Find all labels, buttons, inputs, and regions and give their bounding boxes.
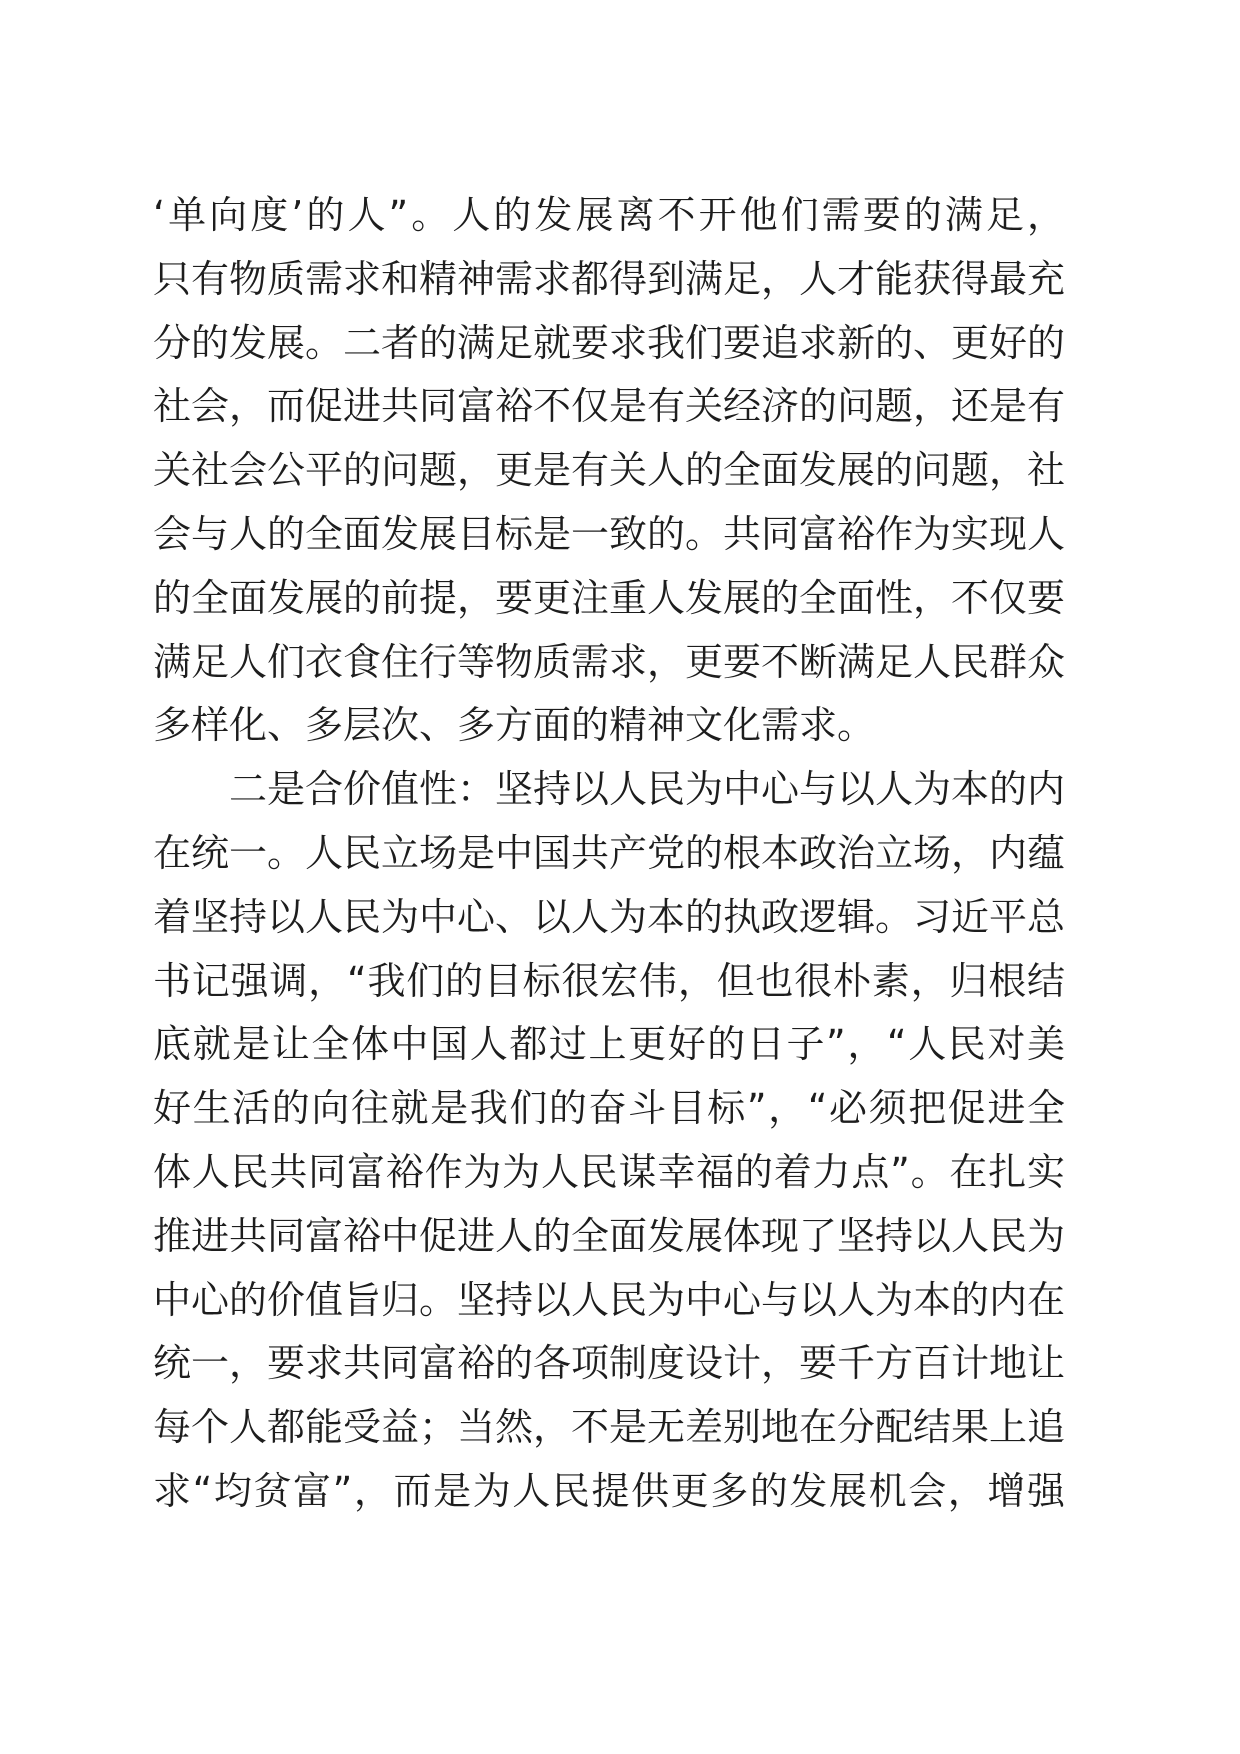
text-line: 求“均贫富”，而是为人民提供更多的发展机会，增强 <box>153 1468 1065 1513</box>
paragraph-continuation <box>153 184 1065 758</box>
text-line: 只有物质需求和精神需求都得到满足，人才能获得最充 <box>153 256 1066 301</box>
text-line: 统一，要求共同富裕的各项制度设计，要千方百计地让 <box>153 1341 1066 1386</box>
text-line: 着坚持以人民为中心、以人为本的执政逻辑。习近平总 <box>153 894 1066 939</box>
text-line: 体人民共同富裕作为为人民谋幸福的着力点”。在扎实 <box>153 1149 1065 1194</box>
text-line: 关社会公平的问题，更是有关人的全面发展的问题，社 <box>153 448 1066 493</box>
text-line: 在统一。人民立场是中国共产党的根本政治立场，内蕴 <box>153 830 1066 875</box>
text-line: 书记强调，“我们的目标很宏伟，但也很朴素，归根结 <box>153 958 1065 1003</box>
text-line: 二是合价值性：坚持以人民为中心与以人为本的内 <box>229 767 1066 812</box>
text-line: 会与人的全面发展目标是一致的。共同富裕作为实现人 <box>153 511 1066 556</box>
text-line: 每个人都能受益；当然，不是无差别地在分配结果上追 <box>153 1405 1066 1450</box>
text-line: 分的发展。二者的满足就要求我们要追求新的、更好的 <box>153 320 1066 365</box>
text-line: 满足人们衣食住行等物质需求，更要不断满足人民群众 <box>153 639 1066 684</box>
text-line: 底就是让全体中国人都过上更好的日子”，“人民对美 <box>153 1022 1065 1067</box>
body-text <box>153 184 1065 1524</box>
text-line: 推进共同富裕中促进人的全面发展体现了坚持以人民为 <box>153 1213 1066 1258</box>
text-line: 的全面发展的前提，要更注重人发展的全面性，不仅要 <box>153 575 1066 620</box>
text-line: 中心的价值旨归。坚持以人民为中心与以人为本的内在 <box>153 1277 1066 1322</box>
text-line: ‘单向度’的人”。人的发展离不开他们需要的满足， <box>153 193 1065 237</box>
text-line: 社会，而促进共同富裕不仅是有关经济的问题，还是有 <box>153 384 1066 429</box>
text-line: 多样化、多层次、多方面的精神文化需求。 <box>153 703 876 748</box>
paragraph-second-point <box>153 758 1065 1524</box>
text-line: 好生活的向往就是我们的奋斗目标”，“必须把促进全 <box>153 1086 1065 1131</box>
